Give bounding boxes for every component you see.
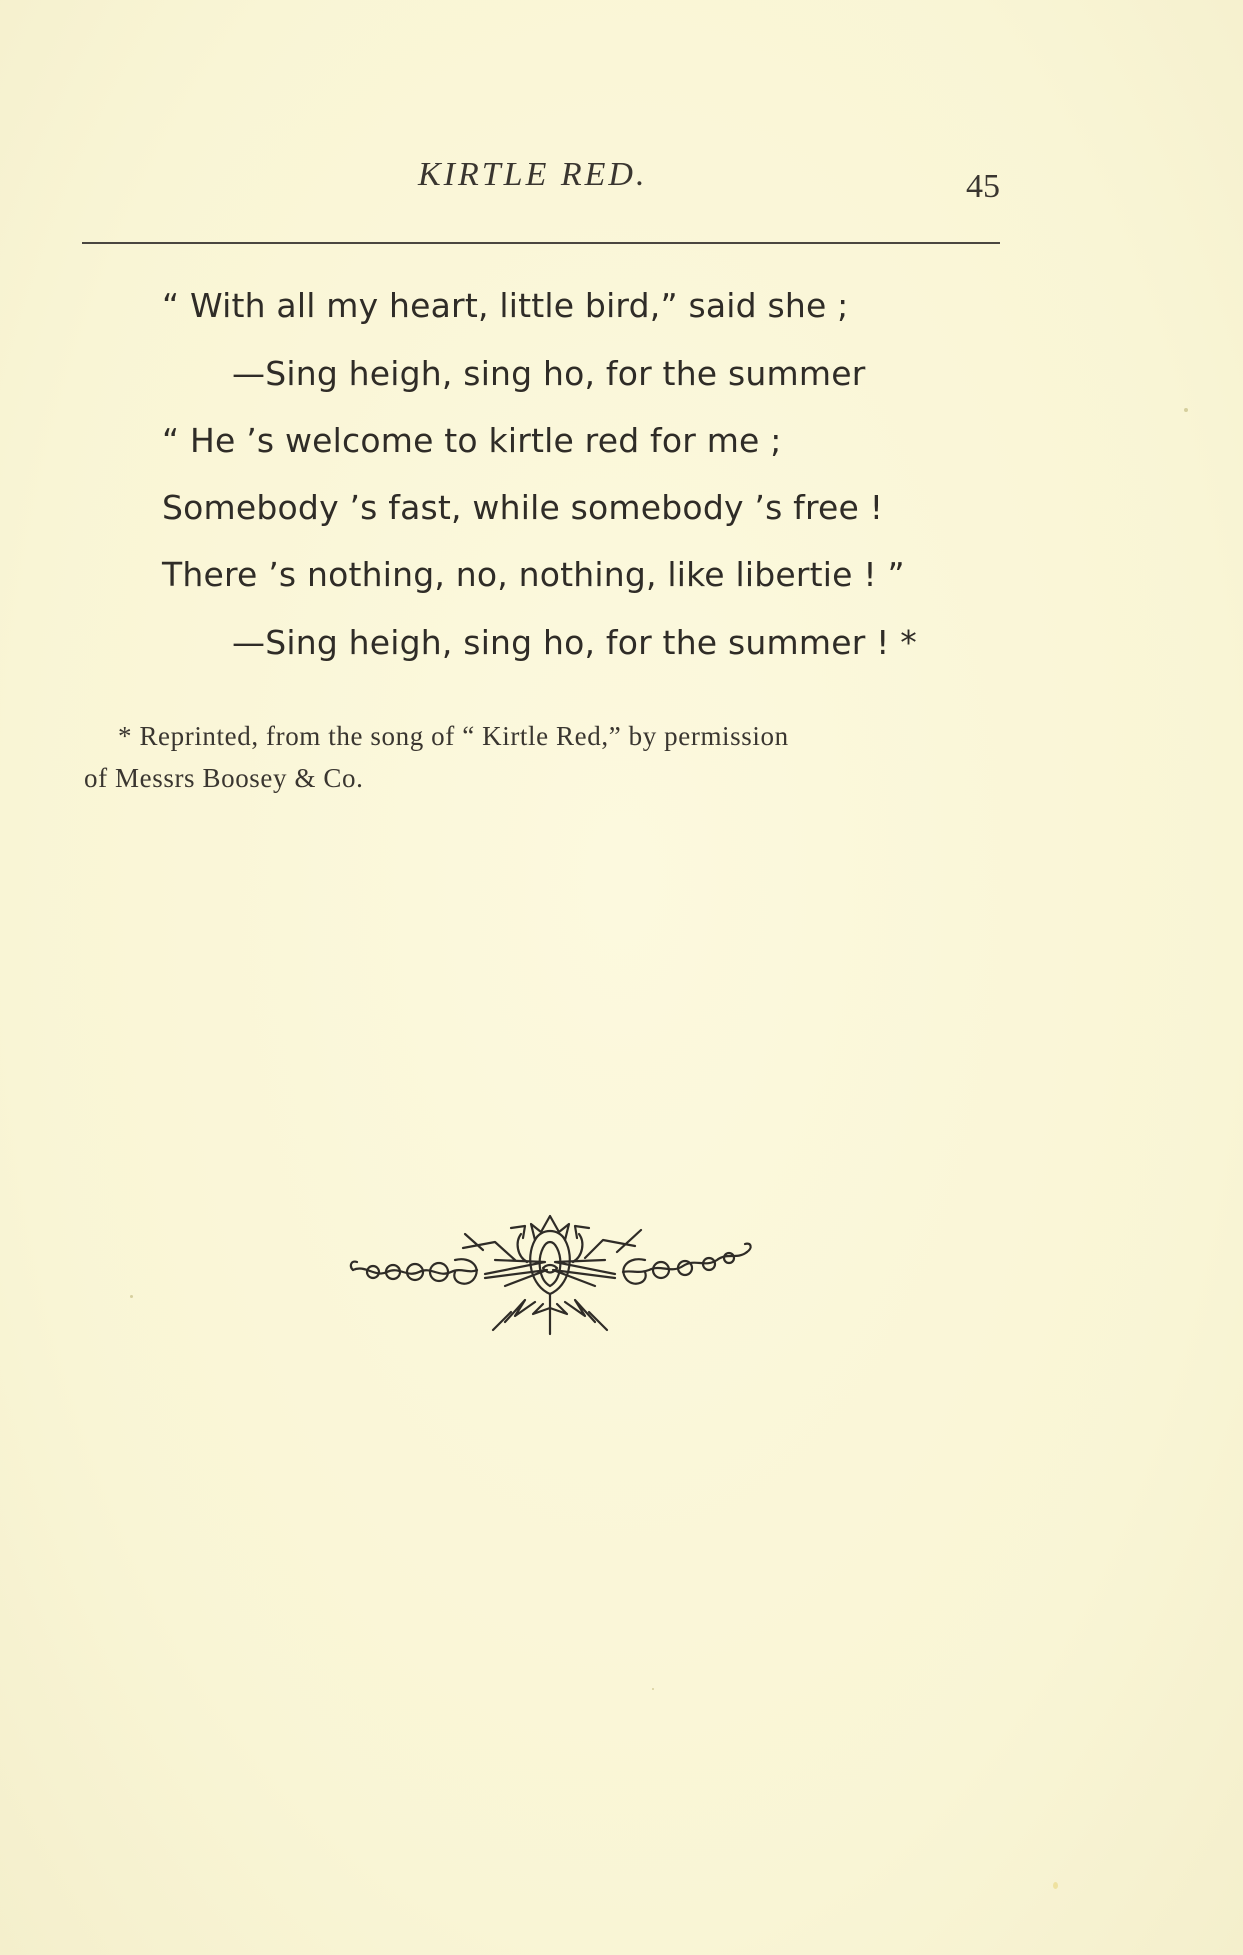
verse-line-1: “ With all my heart, little bird,” said she ;	[162, 286, 849, 325]
paper-speck	[1184, 408, 1188, 412]
verse-line-2: —Sing heigh, sing ho, for the summer	[232, 354, 866, 393]
paper-speck	[130, 1295, 133, 1298]
running-title: KIRTLE RED.	[418, 156, 648, 193]
header-rule	[82, 242, 1000, 244]
footnote-line-1: * Reprinted, from the song of “ Kirtle Red,” by permission	[118, 721, 789, 751]
footnote-line-2: of Messrs Boosey & Co.	[84, 763, 364, 793]
floral-tailpiece-ornament-icon	[345, 1212, 755, 1337]
verse-line-4: Somebody ’s fast, while somebody ’s free !	[162, 488, 884, 527]
verse-line-6: —Sing heigh, sing ho, for the summer ! *	[232, 623, 917, 662]
verse-line-5: There ’s nothing, no, nothing, like libertie ! ”	[162, 555, 905, 594]
page-number: 45	[966, 168, 1000, 205]
paper-speck	[1053, 1882, 1058, 1889]
paper-speck	[652, 1688, 654, 1690]
verse-line-3: “ He ’s welcome to kirtle red for me ;	[162, 421, 782, 460]
